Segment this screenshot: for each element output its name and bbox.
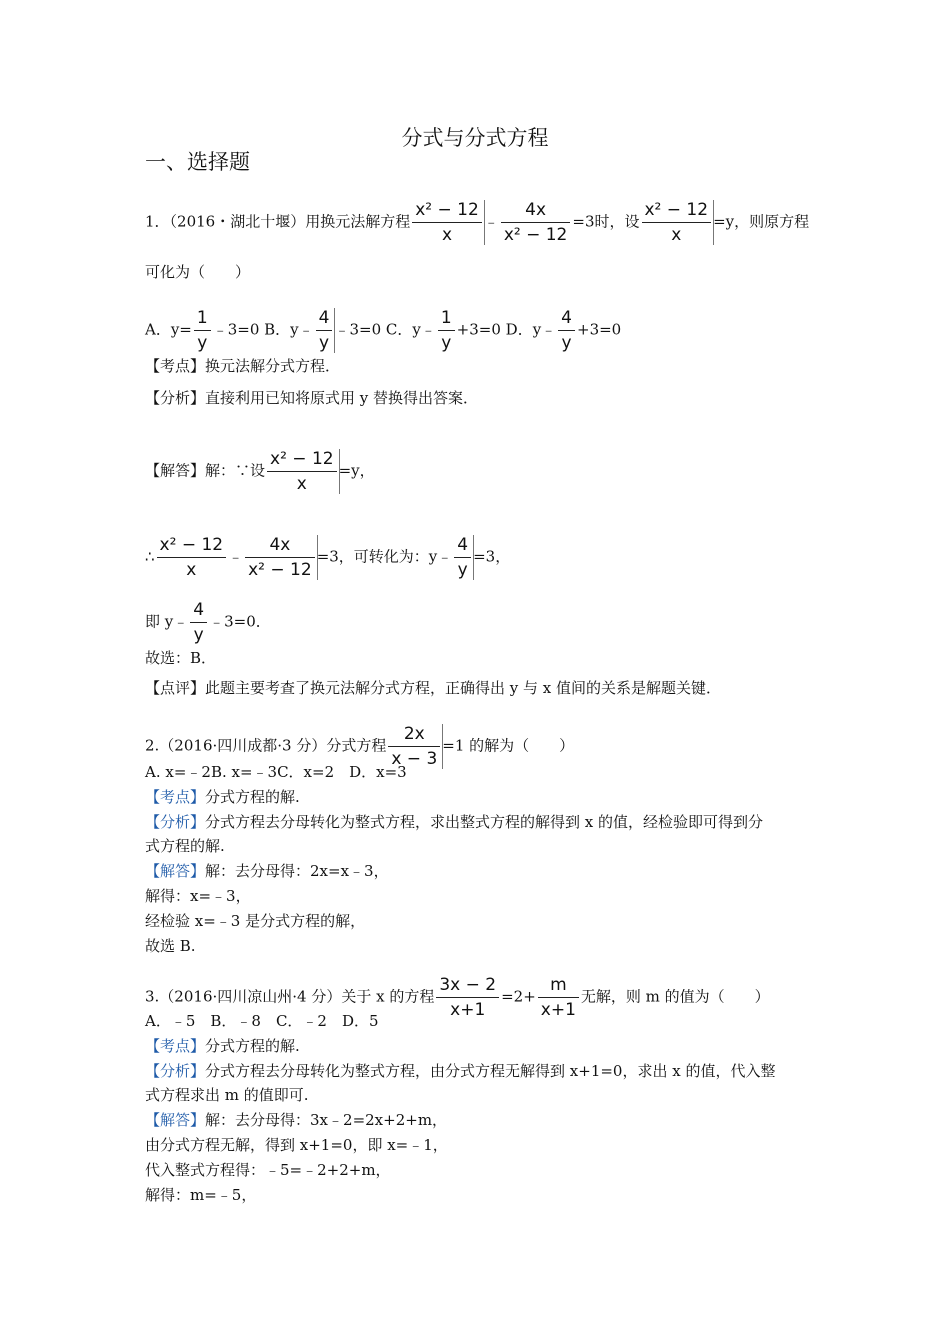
fraction: $\frac{4}{y}$ <box>558 306 575 355</box>
fraction: $\frac{4}{y}$ <box>316 306 333 355</box>
q2-options: A. x=﹣2B. x=﹣3C．x=2 D．x=3 <box>145 763 407 781</box>
q2-fenxi: 【分析】分式方程去分母转化为整式方程，求出整式方程的解得到 x 的值，经检验即可得到分 <box>145 813 764 831</box>
page-title: 分式与分式方程 <box>401 126 549 150</box>
q1-ji: 即 y﹣ $\frac{4}{y}$ ﹣3=0． <box>145 600 271 645</box>
q1-stem-cont: 可化为（ ） <box>145 263 251 281</box>
fraction: $\frac{2x}{x - 3}$ <box>388 722 440 771</box>
q2-jieda: 【解答】解：去分母得：2x=x﹣3， <box>145 862 389 880</box>
q2-step1: 解得：x=﹣3， <box>145 887 251 905</box>
fraction: $\frac{\text{x² − 12}}{x}$ <box>412 198 482 247</box>
q3-step3: 解得：m=﹣5， <box>145 1186 257 1204</box>
q3-fenxi-cont: 式方程求出 m 的值即可. <box>145 1086 309 1104</box>
q1-dianping: 【点评】此题主要考查了换元法解分式方程，正确得出 y 与 x 值间的关系是解题关键． <box>145 679 722 697</box>
fraction: $\frac{1}{y}$ <box>438 306 455 355</box>
fraction: $\frac{\text{x² − 12}}{x}$ <box>267 447 337 496</box>
fraction: $\frac{\text{x² − 12}}{x}$ <box>157 533 227 582</box>
q3-stem: 3.（2016·四川凉山州·4 分）关于 x 的方程 $\frac{3x - 2}{x+1}$ =2+ $\frac{m}{x+1}$ 无解，则 m 的值为（ ） <box>145 975 770 1020</box>
q3-step2: 代入整式方程得：﹣5=﹣2+2+m， <box>145 1161 391 1179</box>
fraction: $\frac{4}{y}$ <box>190 598 207 647</box>
fraction: $\frac{3x - 2}{x+1}$ <box>436 973 499 1022</box>
q2-stem: 2.（2016·四川成都·3 分）分式方程 $\frac{2x}{x - 3}$ =1 的解为（ ） <box>145 724 575 769</box>
q2-fenxi-cont: 式方程的解. <box>145 837 225 855</box>
q2-kaodian: 【考点】分式方程的解. <box>145 788 300 806</box>
q1-therefore: ∴ $\frac{\text{x² − 12}}{x}$ ﹣ $\frac{4x}{\text{x² − 12}}$ =3，可转化为：y﹣ $\frac{4}{y}$ =3， <box>145 535 511 580</box>
q3-options: A．﹣5 B．﹣8 C．﹣2 D．5 <box>145 1012 379 1030</box>
q1-fenxi: 【分析】直接利用已知将原式用 y 替换得出答案． <box>145 389 479 407</box>
fraction: $\frac{4x}{\text{x² − 12}}$ <box>245 533 315 582</box>
fraction: $\frac{\text{x² − 12}}{x}$ <box>642 198 712 247</box>
q1-kaodian: 【考点】换元法解分式方程． <box>145 357 341 375</box>
q1-answer: 故选：B． <box>145 649 217 667</box>
q3-fenxi: 【分析】分式方程去分母转化为整式方程，由分式方程无解得到 x+1=0，求出 x 的值，代入整 <box>145 1062 776 1080</box>
q1-stem: 1．（2016・湖北十堰）用换元法解方程 $\frac{\text{x² − 12}}{x}$ ﹣ $\frac{4x}{\text{x² − 12}}$ =3时，设 $\frac{\text{x² − 12}}{x}$ =y，则原方程 <box>145 200 810 245</box>
fraction: $\frac{4x}{\text{x² − 12}}$ <box>501 198 571 247</box>
q1-options: A．y= $\frac{1}{y}$ ﹣3=0 B．y﹣ $\frac{4}{y}$ ﹣3=0 C．y﹣ $\frac{1}{y}$ +3=0 D．y﹣ $\frac{4}{y}$ +3=0 <box>145 308 622 353</box>
section-heading: 一、选择题 <box>145 150 250 174</box>
q3-kaodian: 【考点】分式方程的解. <box>145 1037 300 1055</box>
q2-step2: 经检验 x=﹣3 是分式方程的解， <box>145 912 366 930</box>
fraction: $\frac{m}{x+1}$ <box>538 973 579 1022</box>
q2-answer: 故选 B. <box>145 937 196 955</box>
fraction: $\frac{4}{y}$ <box>454 533 471 582</box>
q3-step1: 由分式方程无解，得到 x+1=0，即 x=﹣1， <box>145 1136 448 1154</box>
fraction: $\frac{1}{y}$ <box>194 306 211 355</box>
q1-jieda: 【解答】解：∵设 $\frac{\text{x² − 12}}{x}$ =y， <box>145 449 375 494</box>
q3-jieda: 【解答】解：去分母得：3x﹣2=2x+2+m， <box>145 1111 448 1129</box>
